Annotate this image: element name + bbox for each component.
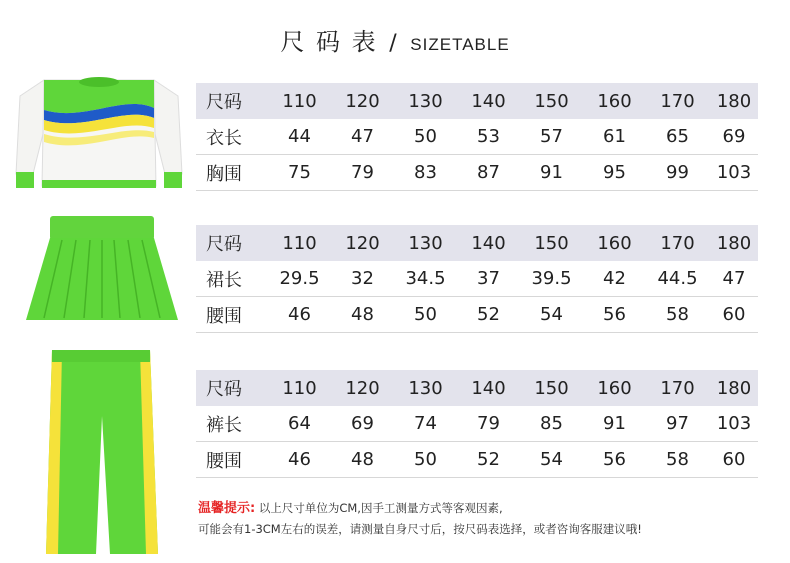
size-cell: 130 [408,90,443,112]
row-label: 裤长 [206,414,242,436]
value-cell: 58 [666,449,689,470]
value-cell: 64 [288,413,311,434]
value-cell: 75 [288,162,311,183]
table-header-row [196,83,758,119]
page-title [0,22,790,57]
size-cell: 160 [597,377,632,399]
value-cell: 91 [540,162,563,183]
table-row [196,441,758,478]
title-en: SIZETABLE [410,35,510,54]
value-cell: 50 [414,304,437,325]
table-row [196,261,758,296]
value-cell: 54 [540,304,563,325]
value-cell: 60 [722,304,746,325]
skirt-image [22,212,182,334]
value-cell: 32 [351,268,374,289]
value-cell: 50 [414,126,437,147]
value-cell: 58 [666,304,689,325]
note-label: 温馨提示: [198,501,256,516]
size-note [198,498,642,540]
value-cell: 39.5 [531,268,572,289]
size-cell: 160 [597,90,632,112]
note-text-2: 可能会有1-3CM左右的误差，请测量自身尺寸后，按尺码表选择，或者咨询客服建议哦! [198,522,642,536]
value-cell: 53 [477,126,500,147]
value-cell: 83 [414,162,437,183]
value-cell: 61 [603,126,626,147]
value-cell: 50 [414,449,437,470]
value-cell: 44.5 [657,268,698,289]
note-line-1 [198,498,642,519]
value-cell: 37 [477,268,500,289]
value-cell: 56 [603,304,626,325]
title-separator: / [389,31,399,56]
value-cell: 52 [477,449,500,470]
size-cell: 150 [534,377,569,399]
value-cell: 42 [603,268,626,289]
value-cell: 46 [288,304,311,325]
value-cell: 56 [603,449,626,470]
size-cell: 110 [282,90,317,112]
size-cell: 120 [345,377,380,399]
value-cell: 34.5 [405,268,446,289]
value-cell: 47 [351,126,374,147]
size-cell: 140 [471,377,506,399]
size-cell: 150 [534,232,569,254]
value-cell: 103 [716,162,752,183]
size-table-skirt [196,225,758,333]
value-cell: 54 [540,449,563,470]
row-label: 腰围 [206,450,242,472]
size-cell: 130 [408,232,443,254]
value-cell: 95 [603,162,626,183]
title-cn: 尺 码 表 [280,28,378,56]
value-cell: 60 [722,449,746,470]
header-label: 尺码 [206,92,242,113]
row-label: 裙长 [206,269,242,291]
value-cell: 65 [666,126,689,147]
value-cell: 87 [477,162,500,183]
value-cell: 79 [477,413,500,434]
value-cell: 52 [477,304,500,325]
pants-image [40,346,162,560]
value-cell: 99 [666,162,689,183]
table-row [196,406,758,441]
size-cell: 140 [471,90,506,112]
value-cell: 91 [603,413,626,434]
header-label: 尺码 [206,379,242,400]
size-cell: 110 [282,377,317,399]
size-cell: 120 [345,90,380,112]
value-cell: 85 [540,413,563,434]
value-cell: 48 [351,449,374,470]
size-cell: 180 [716,232,752,254]
sweatshirt-image [14,74,184,196]
size-table-top [196,83,758,191]
table-row [196,296,758,333]
value-cell: 48 [351,304,374,325]
value-cell: 69 [722,126,746,147]
size-cell: 170 [660,232,695,254]
value-cell: 69 [351,413,374,434]
value-cell: 74 [414,413,437,434]
value-cell: 103 [716,413,752,434]
size-cell: 150 [534,90,569,112]
size-cell: 120 [345,232,380,254]
size-cell: 170 [660,377,695,399]
size-cell: 110 [282,232,317,254]
size-cell: 130 [408,377,443,399]
size-cell: 170 [660,90,695,112]
value-cell: 57 [540,126,563,147]
value-cell: 46 [288,449,311,470]
table-header-row [196,370,758,406]
row-label: 胸围 [206,163,242,185]
value-cell: 79 [351,162,374,183]
row-label: 衣长 [206,127,242,149]
value-cell: 29.5 [279,268,320,289]
note-text-1: 以上尺寸单位为CM,因手工测量方式等客观因素, [258,501,503,515]
size-cell: 180 [716,90,752,112]
header-label: 尺码 [206,234,242,255]
table-row [196,154,758,191]
value-cell: 97 [666,413,689,434]
size-cell: 180 [716,377,752,399]
size-cell: 140 [471,232,506,254]
size-cell: 160 [597,232,632,254]
table-row [196,119,758,154]
table-header-row [196,225,758,261]
size-table-pants [196,370,758,478]
row-label: 腰围 [206,305,242,327]
value-cell: 47 [722,268,746,289]
value-cell: 44 [288,126,311,147]
